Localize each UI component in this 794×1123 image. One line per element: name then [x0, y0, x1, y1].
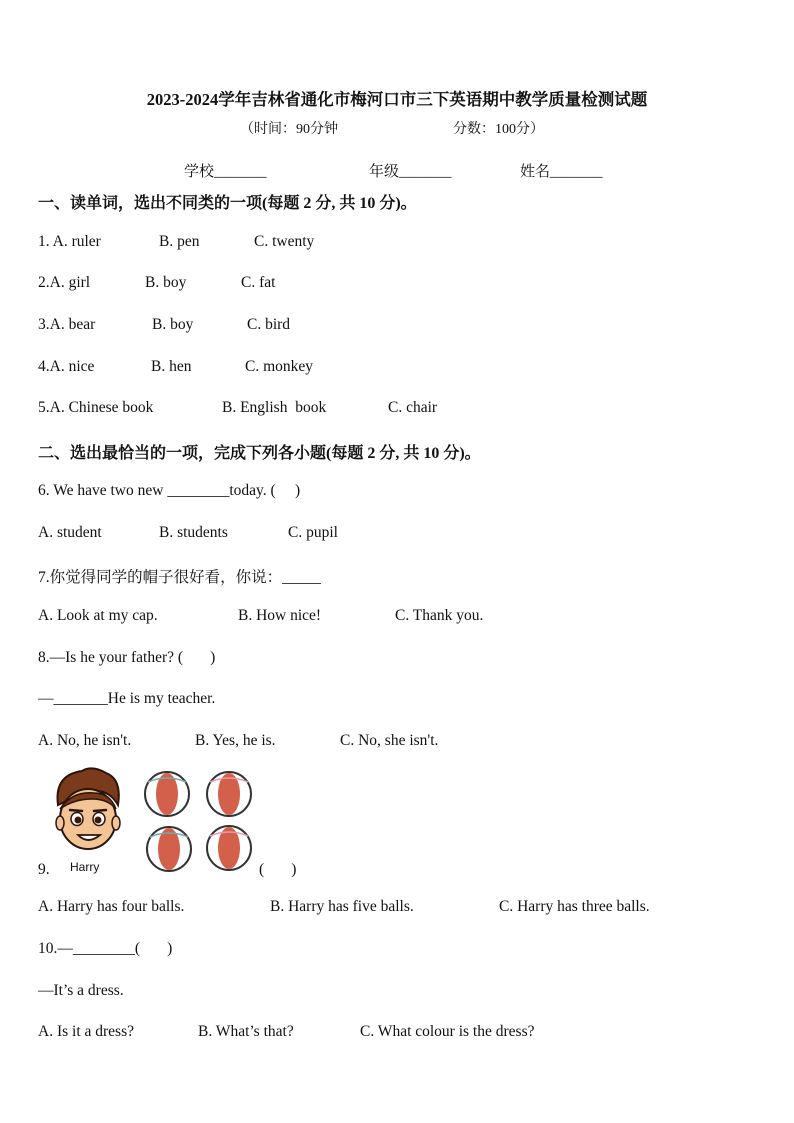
- q9-option-b: B. Harry has five balls.: [270, 898, 414, 915]
- q4-option-c: C. monkey: [245, 358, 314, 375]
- score-info: 分数：100分）: [453, 122, 544, 137]
- grade-field: 年级_______: [369, 164, 452, 180]
- q5-option-a: 5.A. Chinese book: [38, 399, 154, 416]
- q6-option-b: B. students: [159, 524, 228, 541]
- q7-stem: 7.你觉得同学的帽子很好看，你说：_____: [38, 569, 321, 586]
- q6-option-a: A. student: [38, 524, 102, 541]
- q7-option-a: A. Look at my cap.: [38, 607, 158, 624]
- harry-label: Harry: [70, 860, 100, 874]
- name-field: 姓名_______: [520, 164, 603, 180]
- q7-option-b: B. How nice!: [238, 607, 322, 624]
- q9-option-a: A. Harry has four balls.: [38, 898, 185, 915]
- q2-option-c: C. fat: [241, 274, 276, 291]
- q5-option-b: B. English book: [222, 399, 327, 416]
- q9-option-c: C. Harry has three balls.: [499, 898, 650, 915]
- q1-option-c: C. twenty: [254, 233, 315, 250]
- boy-face-icon: [48, 765, 128, 861]
- section2-heading: 二、选出最恰当的一项，完成下列各小题(每题 2 分, 共 10 分)。: [38, 445, 481, 462]
- q5-option-c: C. chair: [388, 399, 438, 416]
- q10-answer-line: —It’s a dress.: [38, 982, 124, 999]
- q10-option-c: C. What colour is the dress?: [360, 1023, 535, 1040]
- school-field: 学校_______: [184, 164, 267, 180]
- q9-paren: ( ): [259, 861, 297, 878]
- ball-icon: [147, 827, 191, 871]
- q10-option-b: B. What’s that?: [198, 1023, 294, 1040]
- q1-option-b: B. pen: [159, 233, 200, 250]
- q8-option-a: A. No, he isn't.: [38, 732, 132, 749]
- q6-option-c: C. pupil: [288, 524, 338, 541]
- section1-heading: 一、读单词，选出不同类的一项(每题 2 分, 共 10 分)。: [38, 195, 417, 212]
- q4-option-a: 4.A. nice: [38, 358, 95, 375]
- q2-option-a: 2.A. girl: [38, 274, 91, 291]
- q8-option-c: C. No, she isn't.: [340, 732, 439, 749]
- q7-option-c: C. Thank you.: [395, 607, 484, 624]
- ball-icon: [145, 772, 189, 816]
- q10-stem: 10.—________( ): [38, 940, 173, 957]
- q9-number: 9.: [38, 861, 50, 878]
- q3-option-c: C. bird: [247, 316, 291, 333]
- ball-icon: [207, 826, 251, 870]
- q4-option-b: B. hen: [151, 358, 192, 375]
- q8-answer-line: —_______He is my teacher.: [38, 690, 216, 707]
- q8-stem: 8.—Is he your father? ( ): [38, 649, 216, 666]
- q3-option-a: 3.A. bear: [38, 316, 96, 333]
- page-title: 2023-2024学年吉林省通化市梅河口市三下英语期中教学质量检测试题: [146, 90, 648, 109]
- q10-option-a: A. Is it a dress?: [38, 1023, 134, 1040]
- q2-option-b: B. boy: [145, 274, 187, 291]
- time-info: （时间：90分钟: [240, 122, 338, 137]
- q8-option-b: B. Yes, he is.: [195, 732, 276, 749]
- balls-picture: [142, 768, 258, 876]
- ball-icon: [207, 772, 251, 816]
- q6-stem: 6. We have two new ________today. ( ): [38, 482, 301, 499]
- q3-option-b: B. boy: [152, 316, 194, 333]
- q1-option-a: 1. A. ruler: [38, 233, 101, 250]
